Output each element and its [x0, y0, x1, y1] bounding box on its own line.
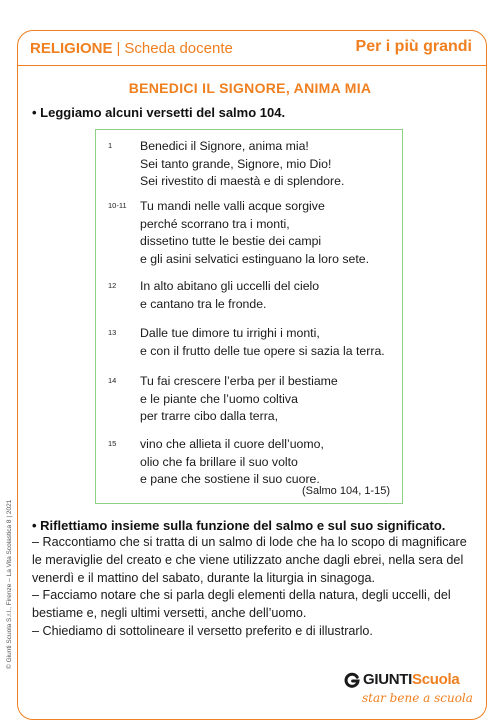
page-title: BENEDICI IL SIGNORE, ANIMA MIA	[128, 80, 372, 96]
psalm-line: vino che allieta il cuore dell’uomo,	[140, 437, 324, 451]
logo-brand-accent: Scuola	[412, 671, 460, 688]
stanza-lines	[140, 138, 344, 191]
level-label: Per i più grandi	[355, 38, 472, 55]
verse-number: 14	[108, 376, 117, 385]
header-divider	[17, 65, 487, 66]
reflection-heading: • Riflettiamo insieme sulla funzione del salmo e sul suo significato.	[32, 518, 446, 533]
psalm-line: Tu fai crescere l’erba per il bestiame	[140, 374, 338, 388]
psalm-citation: (Salmo 104, 1-15)	[301, 485, 390, 497]
stanza-lines	[140, 278, 319, 313]
psalm-line: Sei tanto grande, Signore, mio Dio!	[140, 156, 332, 171]
psalm-line: olio che fa brillare il suo volto	[140, 454, 298, 469]
verse-number: 13	[108, 328, 117, 337]
stanza-lines	[140, 198, 369, 268]
psalm-line: Benedici il Signore, anima mia!	[140, 139, 309, 153]
psalm-line: In alto abitano gli uccelli del cielo	[140, 279, 320, 293]
logo-tagline: star bene a scuola	[362, 691, 473, 705]
note-paragraph: – Facciamo notare che si parla degli elementi della natura, degli uccelli, del bestiame e, negli ultimi versetti, anche dell’uomo.	[32, 588, 451, 621]
intro-text: • Leggiamo alcuni versetti del salmo 104.	[32, 105, 286, 120]
psalm-line: per trarre cibo dalla terra,	[140, 409, 279, 423]
psalm-line: e gli asini selvatici estinguano la loro sete.	[140, 251, 369, 266]
psalm-line: e con il frutto delle tue opere si sazia la terra.	[140, 343, 385, 358]
logo-brand	[363, 671, 459, 688]
copyright-credit: © Giunti Scuola S.r.l., Firenze – La Vita Scolastica 8 | 2021	[6, 499, 13, 669]
stanza-lines	[140, 436, 324, 489]
verse-number: 10-11	[108, 201, 127, 210]
verse-number: 1	[108, 141, 113, 150]
verse-number: 15	[108, 439, 117, 448]
logo-brand-main: GIUNTI	[363, 671, 413, 688]
psalm-line: Dalle tue dimore tu irrighi i monti,	[140, 326, 320, 340]
psalm-line: Sei rivestito di maestà e di splendore.	[140, 174, 345, 188]
header-left	[30, 40, 233, 57]
psalm-line: e le piante che l’uomo coltiva	[140, 391, 298, 406]
psalm-box	[95, 129, 403, 504]
note-paragraph: – Raccontiamo che si tratta di un salmo di lode che ha lo scopo di magnificare le meraviglie del creato e che viene utilizzato anche dagli ebrei, nella sera del venerdì e il mattino del sabato, durante la liturgia in sinagoga.	[32, 535, 467, 585]
psalm-line: perché scorrano tra i monti,	[140, 216, 290, 231]
giunti-logo-icon	[344, 672, 360, 688]
stanza-lines	[140, 325, 385, 360]
psalm-line: dissetino tutte le bestie dei campi	[140, 234, 322, 248]
sheet-type-label: Scheda docente	[124, 40, 233, 57]
teacher-notes	[32, 534, 477, 641]
stanza-lines	[140, 373, 338, 426]
note-paragraph: – Chiediamo di sottolineare il versetto preferito e di illustrarlo.	[32, 623, 373, 638]
subject-label: RELIGIONE	[30, 40, 113, 57]
psalm-line: Tu mandi nelle valli acque sorgive	[140, 199, 325, 213]
verse-number: 12	[108, 281, 117, 290]
giunti-scuola-logo	[344, 670, 473, 710]
psalm-line: e pane che sostiene il suo cuore.	[140, 472, 320, 486]
psalm-line: e cantano tra le fronde.	[140, 296, 267, 311]
header-separator: |	[116, 40, 121, 57]
